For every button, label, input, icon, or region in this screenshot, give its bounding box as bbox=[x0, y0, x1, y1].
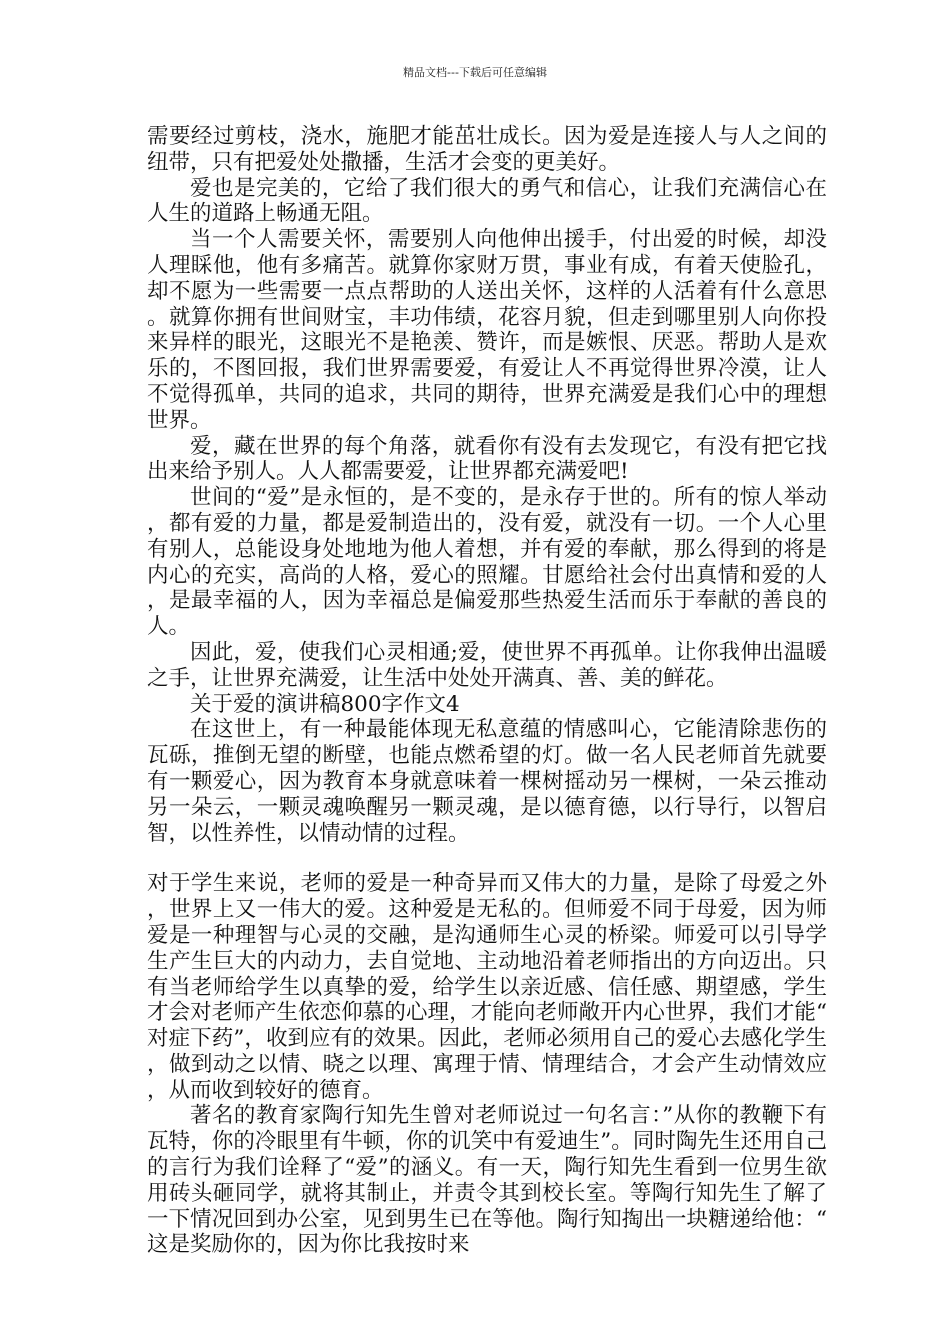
paragraph: 在这世上，有一种最能体现无私意蕴的情感叫心，它能清除悲伤的瓦砾，推倒无望的断壁，也能点燃希望的灯。做一名人民老师首先就要有一颗爱心，因为教育本身就意味着一棵树摇动另一棵树，一朵云推动另一朵云，一颗灵魂唤醒另一颗灵魂，是以德育德，以行导行，以智启智，以性养性，以情动情的过程。 bbox=[147, 717, 827, 846]
paragraph: 世间的“爱”是永恒的，是不变的，是永存于世的。所有的惊人举动，都有爱的力量，都是爱制造出的，没有爱，就没有一切。一个人心里有别人，总能设身处地地为他人着想，并有爱的奉献，那么得到的将是内心的充实，高尚的人格，爱心的照耀。甘愿给社会付出真情和爱的人，是最幸福的人，因为幸福总是偏爱那些热爱生活而乐于奉献的善良的人。 bbox=[147, 485, 827, 640]
blank-line bbox=[147, 846, 827, 871]
paragraph: 当一个人需要关怀，需要别人向他伸出援手，付出爱的时候，却没人理睬他，他有多痛苦。就算你家财万贯，事业有成，有着天使脸孔，却不愿为一些需要一点点帮助的人送出关怀，这样的人活着有什么意思。就算你拥有世间财宝，丰功伟绩，花容月貌，但走到哪里别人向你投来异样的眼光，这眼光不是艳羡、赞许，而是嫉恨、厌恶。帮助人是欢乐的，不图回报，我们世界需要爱，有爱让人不再觉得世界冷漠，让人不觉得孤单，共同的追求，共同的期待，世界充满爱是我们心中的理想世界。 bbox=[147, 227, 827, 433]
paragraph-continuation: 需要经过剪枝，浇水，施肥才能茁壮成长。因为爱是连接人与人之间的纽带，只有把爱处处撒播，生活才会变的更美好。 bbox=[147, 124, 827, 175]
page-header: 精品文档---下载后可任意编辑 bbox=[403, 66, 547, 79]
section-heading: 关于爱的演讲稿800字作文4 bbox=[190, 691, 460, 717]
document-body bbox=[147, 124, 827, 1258]
paragraph: 对于学生来说，老师的爱是一种奇异而又伟大的力量，是除了母爱之外，世界上又一伟大的爱。这种爱是无私的。但师爱不同于母爱，因为师爱是一种理智与心灵的交融，是沟通师生心灵的桥梁。师爱可以引导学生产生巨大的内动力，去自觉地、主动地沿着老师指出的方向迈出。只有当老师给学生以真挚的爱，给学生以亲近感、信任感、期望感，学生才会对老师产生依恋仰慕的心理，才能向老师敞开内心世界，我们才能“对症下药”，收到应有的效果。因此，老师必须用自己的爱心去感化学生，做到动之以情、晓之以理、寓理于情、情理结合，才会产生动情效应，从而收到较好的德育。 bbox=[147, 871, 827, 1103]
paragraph: 因此，爱，使我们心灵相通;爱，使世界不再孤单。让你我伸出温暖之手，让世界充满爱，让生活中处处开满真、善、美的鲜花。 bbox=[147, 639, 827, 691]
paragraph: 著名的教育家陶行知先生曾对老师说过一句名言：”从你的教鞭下有瓦特，你的冷眼里有牛顿，你的讥笑中有爱迪生”。同时陶先生还用自己的言行为我们诠释了“爱”的涵义。有一天，陶行知先生看到一位男生欲用砖头砸同学，就将其制止，并责令其到校长室。等陶行知先生了解了一下情况回到办公室，见到男生已在等他。陶行知掏出一块糖递给他：“这是奖励你的，因为你比我按时来 bbox=[147, 1103, 827, 1258]
paragraph: 爱也是完美的，它给了我们很大的勇气和信心，让我们充满信心在人生的道路上畅通无阻。 bbox=[147, 175, 827, 227]
paragraph: 爱，藏在世界的每个角落，就看你有没有去发现它，有没有把它找出来给予别人。人人都需要爱，让世界都充满爱吧! bbox=[147, 433, 827, 485]
